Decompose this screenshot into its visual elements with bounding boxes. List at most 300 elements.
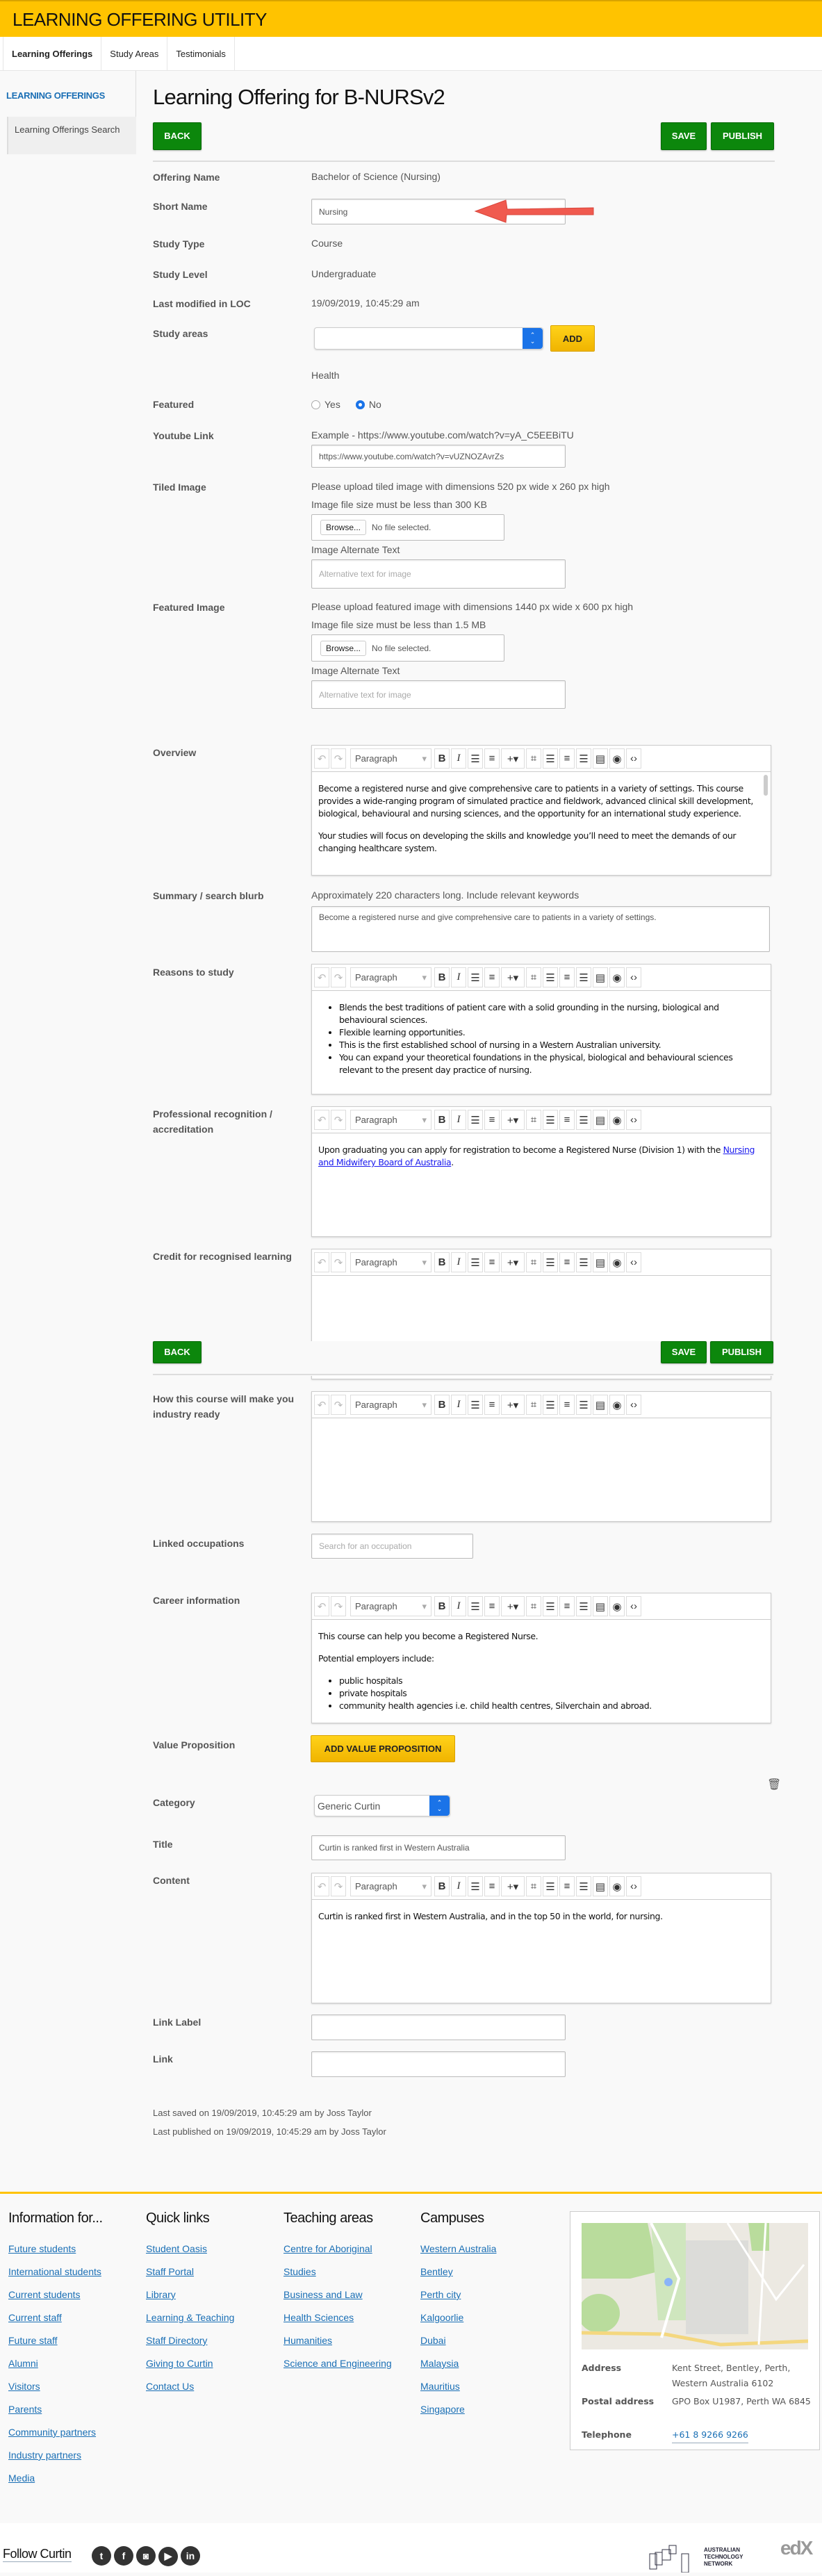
- industry-label: How this course will make you industry ready: [153, 1393, 295, 1420]
- align-justify-icon[interactable]: ▤: [593, 748, 608, 769]
- source-code-icon[interactable]: ‹›: [626, 1876, 641, 1896]
- undo-icon[interactable]: ↶: [314, 967, 329, 987]
- redo-icon[interactable]: ↷: [331, 1395, 346, 1415]
- bullet-list-icon[interactable]: ☰: [468, 1596, 483, 1616]
- twitter-icon[interactable]: t: [92, 2546, 111, 2566]
- find-binoculars-icon[interactable]: ⌗: [526, 1876, 541, 1896]
- chevron-down-icon: ▾: [422, 1399, 427, 1410]
- red-arrow-annotation-icon: [472, 197, 594, 225]
- align-right-icon[interactable]: ☰: [576, 1876, 591, 1896]
- link-label-label: Link Label: [153, 2017, 202, 2028]
- title-value: Curtin is ranked first in Western Australia: [319, 1843, 470, 1853]
- edx-logo: edX: [780, 2537, 812, 2559]
- footer-link[interactable]: Giving to Curtin: [146, 2358, 213, 2369]
- app-title: LEARNING OFFERING UTILITY: [13, 9, 267, 30]
- preview-eye-icon[interactable]: ◉: [609, 1395, 625, 1415]
- footer-link[interactable]: Future students: [8, 2243, 76, 2254]
- footer-heading: Information for...: [8, 2210, 103, 2226]
- footer-heading: Teaching areas: [283, 2210, 373, 2226]
- telephone-link[interactable]: +61 8 9266 9266: [672, 2427, 748, 2443]
- featured-image-hint: Please upload featured image with dimensions 1440 px wide x 600 px high: [311, 601, 634, 612]
- align-center-icon[interactable]: ≡: [559, 1596, 575, 1616]
- align-right-icon[interactable]: ☰: [576, 748, 591, 769]
- tiled-image-size-hint: Image file size must be less than 300 KB: [311, 499, 487, 510]
- undo-icon[interactable]: ↶: [314, 1395, 329, 1415]
- footer-link[interactable]: Staff Directory: [146, 2335, 208, 2346]
- align-right-icon[interactable]: ☰: [576, 967, 591, 987]
- bullet-list-icon[interactable]: ☰: [468, 967, 483, 987]
- professional-editor[interactable]: [311, 1106, 771, 1237]
- youtube-icon[interactable]: ▶: [158, 2547, 178, 2566]
- footer-link[interactable]: Kalgoorlie: [420, 2312, 464, 2323]
- numbered-list-icon[interactable]: ≡: [484, 1876, 500, 1896]
- align-center-icon[interactable]: ≡: [559, 748, 575, 769]
- undo-icon[interactable]: ↶: [314, 1596, 329, 1616]
- title-input[interactable]: [311, 1835, 566, 1860]
- editor-content[interactable]: [312, 991, 771, 1092]
- align-left-icon[interactable]: ☰: [543, 748, 558, 769]
- bullet-list-icon[interactable]: ☰: [468, 1252, 483, 1272]
- text: Upon graduating you can apply for registration to become a Registered Nurse (Division 1) with the: [318, 1145, 723, 1155]
- align-justify-icon[interactable]: ▤: [593, 1110, 608, 1130]
- category-label: Category: [153, 1797, 195, 1808]
- format-selected: Paragraph: [355, 1400, 397, 1410]
- find-binoculars-icon[interactable]: ⌗: [526, 1395, 541, 1415]
- find-binoculars-icon[interactable]: ⌗: [526, 748, 541, 769]
- undo-icon[interactable]: ↶: [314, 1110, 329, 1130]
- numbered-list-icon[interactable]: ≡: [484, 1252, 500, 1272]
- align-right-icon[interactable]: ☰: [576, 1252, 591, 1272]
- footer-link[interactable]: Centre for Aboriginal: [283, 2243, 372, 2254]
- last-published-status: Last published on 19/09/2019, 10:45:29 am by Joss Taylor: [153, 2126, 386, 2137]
- align-center-icon[interactable]: ≡: [559, 1252, 575, 1272]
- scrollbar[interactable]: [764, 775, 768, 796]
- link-label: Link: [153, 2053, 173, 2065]
- italic-icon[interactable]: I: [451, 748, 466, 769]
- summary-hint: Approximately 220 characters long. Include relevant keywords: [311, 889, 579, 901]
- list-item: • Blends the best traditions of patient care with a solid grounding in the nursing, biological and behavioural sciences.: [339, 1001, 764, 1026]
- footer-link[interactable]: Alumni: [8, 2358, 38, 2369]
- format-selected: Paragraph: [355, 1881, 397, 1892]
- linkedin-icon[interactable]: in: [181, 2546, 200, 2566]
- align-justify-icon[interactable]: ▤: [593, 1596, 608, 1616]
- footer-link[interactable]: Health Sciences: [283, 2312, 354, 2323]
- paragraph: Curtin is ranked first in Western Australia, and in the top 50 in the world, for nursing.: [318, 1911, 663, 1921]
- align-left-icon[interactable]: ☰: [543, 967, 558, 987]
- bold-icon[interactable]: B: [434, 748, 450, 769]
- sidebar-item-search[interactable]: Learning Offerings Search: [7, 117, 136, 154]
- value-proposition-label: Value Proposition: [153, 1739, 236, 1750]
- undo-icon[interactable]: ↶: [314, 1876, 329, 1896]
- preview-eye-icon[interactable]: ◉: [609, 1876, 625, 1896]
- telephone-label: Telephone: [582, 2429, 632, 2440]
- format-dropdown[interactable]: [350, 748, 431, 769]
- divider: [153, 161, 775, 162]
- summary-label: Summary / search blurb: [153, 890, 264, 901]
- numbered-list-icon[interactable]: ≡: [484, 1110, 500, 1130]
- study-level-value: Undergraduate: [311, 268, 377, 279]
- editor-toolbar: [312, 1249, 771, 1276]
- chevron-down-icon: ▾: [422, 753, 427, 764]
- align-center-icon[interactable]: ≡: [559, 1876, 575, 1896]
- find-binoculars-icon[interactable]: ⌗: [526, 1110, 541, 1130]
- professional-label: Professional recognition / accreditation: [153, 1108, 272, 1135]
- sidebar: [0, 71, 136, 154]
- featured-image-label: Featured Image: [153, 602, 225, 613]
- footer-link[interactable]: Perth city: [420, 2289, 461, 2300]
- list-item: • community health agencies i.e. child health centres, Silverchain and abroad.: [339, 1700, 764, 1712]
- italic-icon[interactable]: I: [451, 1596, 466, 1616]
- italic-icon[interactable]: I: [451, 1395, 466, 1415]
- last-modified-value: 19/09/2019, 10:45:29 am: [311, 297, 420, 309]
- featured-no-radio[interactable]: [356, 400, 365, 409]
- youtube-input[interactable]: [311, 445, 566, 468]
- format-dropdown[interactable]: [350, 1596, 431, 1616]
- footer-link[interactable]: Dubai: [420, 2335, 446, 2346]
- offering-name-label: Offering Name: [153, 172, 220, 183]
- add-study-area-button[interactable]: ADD: [550, 325, 595, 352]
- reasons-label: Reasons to study: [153, 967, 234, 978]
- source-code-icon[interactable]: ‹›: [626, 748, 641, 769]
- editor-toolbar: [312, 1107, 771, 1133]
- nmba-link[interactable]: Nursing and Midwifery Board of Australia: [318, 1145, 755, 1167]
- facebook-icon[interactable]: f: [114, 2546, 133, 2566]
- align-left-icon[interactable]: ☰: [543, 1252, 558, 1272]
- format-selected: Paragraph: [355, 1257, 397, 1268]
- chevron-updown-icon: ⌃ ⌄: [429, 1796, 450, 1816]
- link-label-input[interactable]: [311, 2015, 566, 2040]
- footer-link[interactable]: International students: [8, 2266, 101, 2277]
- bold-icon[interactable]: B: [434, 1876, 450, 1896]
- preview-eye-icon[interactable]: ◉: [609, 748, 625, 769]
- bold-icon[interactable]: B: [434, 1252, 450, 1272]
- summary-value: Become a registered nurse and give comprehensive care to patients in a variety of settings.: [319, 912, 657, 922]
- italic-icon[interactable]: I: [451, 967, 466, 987]
- content-editor[interactable]: [311, 1873, 771, 2003]
- follow-curtin-label: Follow Curtin: [3, 2547, 72, 2561]
- trash-icon[interactable]: 🗑: [767, 1779, 782, 1791]
- tab-study-areas[interactable]: Study Areas: [101, 37, 167, 70]
- tab-learning-offerings[interactable]: Learning Offerings: [3, 37, 101, 70]
- category-select[interactable]: [314, 1795, 450, 1816]
- add-value-proposition-button[interactable]: ADD VALUE PROPOSITION: [311, 1735, 455, 1762]
- italic-icon[interactable]: I: [451, 1252, 466, 1272]
- insert-plus-icon[interactable]: +▾: [501, 748, 525, 769]
- publish-button[interactable]: PUBLISH: [711, 122, 774, 150]
- list-item: • This is the first established school of nursing in a Western Australian university.: [339, 1039, 764, 1051]
- footer-link[interactable]: Future staff: [8, 2335, 58, 2346]
- paragraph: Potential employers include:: [318, 1653, 434, 1664]
- align-right-icon[interactable]: ☰: [576, 1395, 591, 1415]
- app-header: [0, 0, 822, 37]
- study-type-label: Study Type: [153, 238, 205, 249]
- address-value: Kent Street, Bentley, Perth, Western Australia 6102: [672, 2363, 791, 2388]
- format-selected: Paragraph: [355, 753, 397, 764]
- footer-link[interactable]: Learning & Teaching: [146, 2312, 235, 2323]
- format-dropdown[interactable]: [350, 1876, 431, 1896]
- study-area-item: Health: [311, 370, 340, 381]
- sticky-action-bar: [142, 1341, 782, 1376]
- occupation-search-input[interactable]: [311, 1534, 473, 1559]
- editor-content[interactable]: [312, 1900, 771, 1943]
- file-status: No file selected.: [372, 643, 431, 653]
- featured-label: Featured: [153, 399, 195, 410]
- title-label: Title: [153, 1839, 173, 1850]
- footer-link[interactable]: Current students: [8, 2289, 81, 2300]
- short-name-label: Short Name: [153, 201, 208, 212]
- occupations-label: Linked occupations: [153, 1538, 245, 1549]
- text: .: [451, 1157, 454, 1167]
- bold-icon[interactable]: B: [434, 1110, 450, 1130]
- social-links: [92, 2546, 203, 2566]
- placeholder: Alternative text for image: [319, 689, 411, 700]
- chevron-down-icon: ▾: [422, 1880, 427, 1892]
- top-nav: [0, 37, 822, 71]
- tiled-image-file-input[interactable]: [311, 514, 504, 541]
- undo-icon[interactable]: ↶: [314, 748, 329, 769]
- overview-editor[interactable]: [311, 745, 771, 876]
- career-label: Career information: [153, 1595, 240, 1606]
- insert-plus-icon[interactable]: +▾: [501, 1110, 525, 1130]
- featured-alt-input[interactable]: [311, 680, 566, 709]
- featured-yes-radio[interactable]: [311, 400, 320, 409]
- format-selected: Paragraph: [355, 1115, 397, 1125]
- footer-link[interactable]: Studies: [283, 2266, 316, 2277]
- source-code-icon[interactable]: ‹›: [626, 1110, 641, 1130]
- study-type-value: Course: [311, 238, 343, 249]
- list-item: • You can expand your theoretical foundations in the physical, biological and behavioural sciences relevant to the present day practice of nursing.: [339, 1051, 764, 1076]
- footer-link[interactable]: Parents: [8, 2404, 42, 2415]
- campus-map[interactable]: [582, 2223, 808, 2349]
- postal-label: Postal address: [582, 2396, 655, 2406]
- numbered-list-icon[interactable]: ≡: [484, 748, 500, 769]
- align-right-icon[interactable]: ☰: [576, 1110, 591, 1130]
- category-selected: Generic Curtin: [318, 1800, 381, 1812]
- footer-link[interactable]: Media: [8, 2472, 35, 2484]
- tab-testimonials[interactable]: Testimonials: [167, 37, 235, 70]
- editor-toolbar: [312, 746, 771, 772]
- browse-button[interactable]: Browse...: [320, 520, 366, 535]
- source-code-icon[interactable]: ‹›: [626, 1252, 641, 1272]
- footer-link[interactable]: Mauritius: [420, 2381, 460, 2392]
- publish-button-sticky[interactable]: PUBLISH: [710, 1341, 773, 1363]
- italic-icon[interactable]: I: [451, 1110, 466, 1130]
- bullet-list-icon[interactable]: ☰: [468, 1110, 483, 1130]
- numbered-list-icon[interactable]: ≡: [484, 1395, 500, 1415]
- page-title: Learning Offering for B-NURSv2: [153, 85, 445, 109]
- editor-content[interactable]: [312, 1276, 771, 1297]
- offering-name-value: Bachelor of Science (Nursing): [311, 171, 441, 182]
- footer-heading: Campuses: [420, 2210, 484, 2226]
- study-areas-select[interactable]: [314, 327, 543, 350]
- footer-link[interactable]: Bentley: [420, 2266, 453, 2277]
- bullet-list-icon[interactable]: ☰: [468, 748, 483, 769]
- chevron-down-icon: ▾: [422, 971, 427, 983]
- source-code-icon[interactable]: ‹›: [626, 967, 641, 987]
- align-left-icon[interactable]: ☰: [543, 1876, 558, 1896]
- footer-link[interactable]: Student Oasis: [146, 2243, 207, 2254]
- align-left-icon[interactable]: ☰: [543, 1110, 558, 1130]
- format-selected: Paragraph: [355, 1601, 397, 1611]
- featured-no-label: No: [368, 399, 381, 410]
- preview-eye-icon[interactable]: ◉: [609, 1596, 625, 1616]
- short-name-value: Nursing: [319, 206, 348, 217]
- bold-icon[interactable]: B: [434, 967, 450, 987]
- instagram-icon[interactable]: ◙: [136, 2546, 156, 2566]
- summary-textarea[interactable]: [311, 906, 770, 952]
- last-saved-status: Last saved on 19/09/2019, 10:45:29 am by Joss Taylor: [153, 2108, 372, 2118]
- preview-eye-icon[interactable]: ◉: [609, 1252, 625, 1272]
- insert-plus-icon[interactable]: +▾: [501, 1596, 525, 1616]
- campus-contact-card: [570, 2211, 820, 2450]
- atn-logo: AUSTRALIAN TECHNOLOGY NETWORK: [648, 2544, 753, 2573]
- chevron-down-icon: ▾: [422, 1114, 427, 1125]
- align-left-icon[interactable]: ☰: [543, 1395, 558, 1415]
- redo-icon[interactable]: ↷: [331, 748, 346, 769]
- find-binoculars-icon[interactable]: ⌗: [526, 1596, 541, 1616]
- tiled-alt-input[interactable]: [311, 559, 566, 589]
- study-level-label: Study Level: [153, 269, 208, 280]
- find-binoculars-icon[interactable]: ⌗: [526, 967, 541, 987]
- format-dropdown[interactable]: [350, 967, 431, 987]
- preview-eye-icon[interactable]: ◉: [609, 967, 625, 987]
- footer-link[interactable]: Western Australia: [420, 2243, 497, 2254]
- youtube-label: Youtube Link: [153, 430, 214, 441]
- tiled-alt-label: Image Alternate Text: [311, 544, 400, 555]
- align-center-icon[interactable]: ≡: [559, 1395, 575, 1415]
- align-center-icon[interactable]: ≡: [559, 1110, 575, 1130]
- numbered-list-icon[interactable]: ≡: [484, 1596, 500, 1616]
- featured-yes-label: Yes: [324, 399, 340, 410]
- chevron-down-icon: ▾: [422, 1600, 427, 1611]
- bold-icon[interactable]: B: [434, 1596, 450, 1616]
- footer-link[interactable]: Humanities: [283, 2335, 333, 2346]
- insert-plus-icon[interactable]: +▾: [501, 1395, 525, 1415]
- footer-heading: Quick links: [146, 2210, 210, 2226]
- redo-icon[interactable]: ↷: [331, 967, 346, 987]
- divider: [153, 1374, 773, 1375]
- format-dropdown[interactable]: [350, 1110, 431, 1130]
- back-button-sticky[interactable]: BACK: [153, 1341, 202, 1363]
- footer-link[interactable]: Library: [146, 2289, 176, 2300]
- tiled-image-label: Tiled Image: [153, 482, 206, 493]
- source-code-icon[interactable]: ‹›: [626, 1395, 641, 1415]
- sidebar-heading: LEARNING OFFERINGS: [6, 90, 105, 101]
- editor-toolbar: [312, 1873, 771, 1900]
- content-label: Content: [153, 1875, 190, 1886]
- tiled-image-hint: Please upload tiled image with dimensions 520 px wide x 260 px high: [311, 481, 610, 492]
- align-left-icon[interactable]: ☰: [543, 1596, 558, 1616]
- bold-icon[interactable]: B: [434, 1395, 450, 1415]
- footer-link[interactable]: Community partners: [8, 2427, 97, 2438]
- bullet-list-icon[interactable]: ☰: [468, 1876, 483, 1896]
- insert-plus-icon[interactable]: +▾: [501, 967, 525, 987]
- list-item: • private hospitals: [339, 1687, 764, 1700]
- featured-image-size-hint: Image file size must be less than 1.5 MB: [311, 619, 486, 630]
- link-input[interactable]: [311, 2051, 566, 2077]
- footer-bottom: [0, 2523, 822, 2573]
- undo-icon[interactable]: ↶: [314, 1252, 329, 1272]
- reasons-editor[interactable]: [311, 964, 771, 1094]
- footer-link[interactable]: Visitors: [8, 2381, 40, 2392]
- paragraph: Your studies will focus on developing the skills and knowledge you’ll need to meet the demands of our changing healthcare system.: [318, 830, 737, 853]
- address-label: Address: [582, 2363, 622, 2373]
- preview-eye-icon[interactable]: ◉: [609, 1110, 625, 1130]
- format-dropdown[interactable]: [350, 1252, 431, 1272]
- insert-plus-icon[interactable]: +▾: [501, 1876, 525, 1896]
- insert-plus-icon[interactable]: +▾: [501, 1252, 525, 1272]
- credit-label: Credit for recognised learning: [153, 1251, 292, 1262]
- save-button-sticky[interactable]: SAVE: [661, 1341, 707, 1363]
- redo-icon[interactable]: ↷: [331, 1252, 346, 1272]
- save-button[interactable]: SAVE: [661, 122, 707, 150]
- paragraph: This course can help you become a Registered Nurse.: [318, 1631, 539, 1641]
- footer-link[interactable]: Contact Us: [146, 2381, 195, 2392]
- list-item: • public hospitals: [339, 1675, 764, 1687]
- format-selected: Paragraph: [355, 972, 397, 983]
- align-justify-icon[interactable]: ▤: [593, 1876, 608, 1896]
- last-modified-label: Last modified in LOC: [153, 298, 251, 309]
- featured-image-file-input[interactable]: [311, 634, 504, 662]
- list-item: • Flexible learning opportunities.: [339, 1026, 764, 1039]
- chevron-updown-icon: ⌃ ⌄: [523, 328, 543, 349]
- italic-icon[interactable]: I: [451, 1876, 466, 1896]
- featured-alt-label: Image Alternate Text: [311, 665, 400, 676]
- editor-content[interactable]: [312, 1620, 771, 1728]
- bullet-list-icon[interactable]: ☰: [468, 1395, 483, 1415]
- align-justify-icon[interactable]: ▤: [593, 1252, 608, 1272]
- back-button[interactable]: BACK: [153, 122, 202, 150]
- find-binoculars-icon[interactable]: ⌗: [526, 1252, 541, 1272]
- editor-content[interactable]: [312, 1418, 771, 1439]
- editor-toolbar: [312, 1392, 771, 1418]
- industry-editor[interactable]: [311, 1391, 771, 1522]
- file-status: No file selected.: [372, 523, 431, 532]
- chevron-down-icon: ▾: [422, 1256, 427, 1268]
- overview-label: Overview: [153, 747, 197, 758]
- placeholder: Search for an occupation: [319, 1541, 412, 1551]
- editor-toolbar: [312, 965, 771, 991]
- footer-link[interactable]: Singapore: [420, 2404, 465, 2415]
- source-code-icon[interactable]: ‹›: [626, 1596, 641, 1616]
- youtube-hint: Example - https://www.youtube.com/watch?v=yA_C5EEBiTU: [311, 429, 574, 441]
- study-areas-label: Study areas: [153, 328, 208, 339]
- postal-value: GPO Box U1987, Perth WA 6845: [672, 2396, 811, 2406]
- browse-button[interactable]: Browse...: [320, 641, 366, 656]
- align-justify-icon[interactable]: ▤: [593, 1395, 608, 1415]
- redo-icon[interactable]: ↷: [331, 1110, 346, 1130]
- align-justify-icon[interactable]: ▤: [593, 967, 608, 987]
- footer-divider: [0, 2192, 822, 2194]
- align-center-icon[interactable]: ≡: [559, 967, 575, 987]
- footer-link[interactable]: Science and Engineering: [283, 2358, 392, 2369]
- career-editor[interactable]: [311, 1593, 771, 1723]
- footer-link[interactable]: Current staff: [8, 2312, 62, 2323]
- youtube-value: https://www.youtube.com/watch?v=vUZNOZAvrZs: [319, 451, 504, 461]
- numbered-list-icon[interactable]: ≡: [484, 967, 500, 987]
- footer-link[interactable]: Staff Portal: [146, 2266, 195, 2277]
- redo-icon[interactable]: ↷: [331, 1596, 346, 1616]
- format-dropdown[interactable]: [350, 1395, 431, 1415]
- editor-content[interactable]: [312, 772, 771, 875]
- paragraph: Become a registered nurse and give comprehensive care to patients in a variety of settings. This course provides a wide-ranging program of simulated practice and fieldwork, advanced clinical skill development, biological, behavioural and nursing sciences, and the opportunity for an international study experience.: [318, 783, 753, 819]
- editor-content[interactable]: [312, 1133, 771, 1189]
- footer-link[interactable]: Industry partners: [8, 2450, 82, 2461]
- footer-link[interactable]: Malaysia: [420, 2358, 459, 2369]
- footer-link[interactable]: Business and Law: [283, 2289, 363, 2300]
- redo-icon[interactable]: ↷: [331, 1876, 346, 1896]
- align-right-icon[interactable]: ☰: [576, 1596, 591, 1616]
